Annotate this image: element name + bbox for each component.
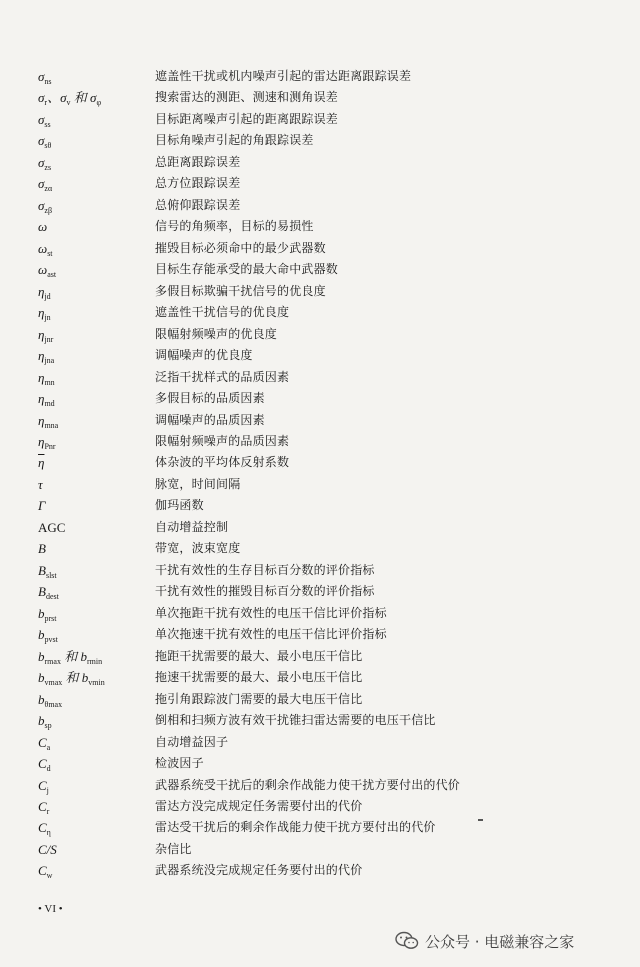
glossary-row	[38, 560, 598, 581]
description: 单次拖速干扰有效性的电压干信比评价指标	[155, 627, 387, 642]
description: 调幅噪声的优良度	[155, 348, 253, 363]
glossary-row	[38, 775, 598, 796]
symbol: $\sigma_r$、$\sigma_v$ 和 $\sigma_\varphi$	[38, 90, 102, 108]
description: 拖距干扰需要的最大、最小电压干信比	[155, 648, 363, 663]
glossary-row	[38, 367, 598, 388]
glossary-row	[38, 281, 598, 302]
description: 伽玛函数	[155, 498, 204, 513]
glossary-row	[38, 517, 598, 538]
symbol: $C_a$	[38, 734, 51, 752]
wechat-icon	[395, 931, 419, 951]
description: 雷达方没完成规定任务需要付出的代价	[155, 798, 363, 813]
glossary-row	[38, 302, 598, 323]
symbol: $B_{dest}$	[38, 584, 59, 602]
symbol: C/S	[38, 841, 57, 857]
description: 雷达受干扰后的剩余作战能力使干扰方要付出的代价	[155, 820, 436, 835]
symbol: $\sigma_{zs}$	[38, 154, 52, 172]
glossary-row	[38, 109, 598, 130]
description: 泛指干扰样式的品质因素	[155, 369, 290, 384]
glossary-row	[38, 388, 598, 409]
glossary-row	[38, 817, 598, 838]
description: 杂信比	[155, 841, 192, 856]
description: 遮盖性干扰信号的优良度	[155, 305, 290, 320]
description: 限幅射频噪声的优良度	[155, 326, 278, 341]
symbol: $\sigma_{s\theta}$	[38, 133, 52, 151]
symbol: $\eta_{md}$	[38, 391, 55, 409]
stray-mark	[478, 819, 483, 821]
symbol: $\eta_{jna}$	[38, 348, 55, 366]
description: 总俯仰跟踪误差	[155, 197, 241, 212]
glossary-row	[38, 624, 598, 645]
description: 体杂波的平均体反射系数	[155, 455, 290, 470]
glossary-row	[38, 753, 598, 774]
symbol: Γ	[38, 498, 46, 514]
description: 信号的角频率，目标的易损性	[155, 219, 314, 234]
description: 干扰有效性的摧毁目标百分数的评价指标	[155, 584, 375, 599]
description: 目标角噪声引起的角跟踪误差	[155, 133, 314, 148]
description: 带宽，波束宽度	[155, 541, 241, 556]
glossary-row	[38, 216, 598, 237]
description: 总距离跟踪误差	[155, 154, 241, 169]
description: 目标距离噪声引起的距离跟踪误差	[155, 111, 339, 126]
description: 武器系统受干扰后的剩余作战能力使干扰方要付出的代价	[155, 777, 461, 792]
symbol: $C_\eta$	[38, 820, 51, 838]
glossary-row	[38, 860, 598, 881]
glossary-row	[38, 538, 598, 559]
description: 多假目标欺骗干扰信号的优良度	[155, 283, 326, 298]
glossary-row	[38, 667, 598, 688]
glossary-row	[38, 581, 598, 602]
symbol: $\eta_{jd}$	[38, 283, 51, 301]
symbol: $b_{\theta max}$	[38, 691, 63, 709]
description: 搜索雷达的测距、测速和测角误差	[155, 90, 339, 105]
symbol: $\eta_{Pnr}$	[38, 433, 56, 451]
glossary-row	[38, 732, 598, 753]
symbol: $\sigma_{z\beta}$	[38, 197, 53, 215]
symbol: $\sigma_{ss}$	[38, 111, 51, 129]
glossary-row	[38, 324, 598, 345]
description: 摧毁目标必须命中的最少武器数	[155, 240, 326, 255]
watermark	[395, 928, 574, 954]
glossary-row	[38, 710, 598, 731]
symbol: $\eta_{jn}$	[38, 305, 51, 323]
glossary-row	[38, 474, 598, 495]
page-number: • VI •	[38, 903, 63, 915]
glossary-row	[38, 689, 598, 710]
symbol: $\omega_{st}$	[38, 240, 53, 258]
symbol: $\eta_{jnr}$	[38, 326, 54, 344]
glossary-row	[38, 796, 598, 817]
description: 检波因子	[155, 756, 204, 771]
glossary-row	[38, 410, 598, 431]
glossary-row	[38, 839, 598, 860]
watermark-text: 公众号 · 电磁兼容之家	[425, 932, 575, 951]
description: 调幅噪声的品质因素	[155, 412, 265, 427]
symbol: AGC	[38, 519, 66, 535]
glossary-row	[38, 646, 598, 667]
description: 多假目标的品质因素	[155, 391, 265, 406]
glossary-row	[38, 152, 598, 173]
symbol: $b_{pvst}$	[38, 627, 58, 645]
description: 遮盖性干扰或机内噪声引起的雷达距离跟踪误差	[155, 69, 412, 83]
symbol: $b_{prst}$	[38, 605, 57, 623]
glossary-row	[38, 87, 598, 108]
glossary-row	[38, 130, 598, 151]
symbol: B	[38, 541, 46, 557]
description: 拖引角跟踪波门需要的最大电压干信比	[155, 691, 363, 706]
glossary-row	[38, 173, 598, 194]
symbol: $C_j$	[38, 777, 49, 795]
symbol: $\sigma_{z\alpha}$	[38, 176, 53, 194]
symbol: $C_r$	[38, 798, 50, 816]
symbol: $\overline{\eta}$	[38, 455, 45, 471]
glossary-row	[38, 259, 598, 280]
glossary-row	[38, 603, 598, 624]
description: 限幅射频噪声的品质因素	[155, 433, 290, 448]
symbol: $\eta_{mn}$	[38, 369, 55, 387]
symbol: $\omega_{ast}$	[38, 262, 57, 280]
symbol: $b_{vmax}$ 和 $b_{vmin}$	[38, 670, 105, 688]
glossary-row	[38, 452, 598, 473]
symbol: ω	[38, 219, 48, 235]
symbol: $b_{rmax}$ 和 $b_{rmin}$	[38, 648, 103, 666]
description: 自动增益因子	[155, 734, 229, 749]
symbol: $C_w$	[38, 863, 53, 881]
symbol: $\eta_{mna}$	[38, 412, 59, 430]
description: 拖速干扰需要的最大、最小电压干信比	[155, 670, 363, 685]
description: 自动增益控制	[155, 519, 229, 534]
symbol: $C_d$	[38, 756, 51, 774]
glossary-row	[38, 431, 598, 452]
symbol: $\sigma_{ns}$	[38, 69, 52, 86]
description: 单次拖距干扰有效性的电压干信比评价指标	[155, 605, 387, 620]
symbol: τ	[38, 476, 43, 492]
glossary-row	[38, 66, 598, 87]
description: 倒相和扫频方波有效干扰锥扫雷达需要的电压干信比	[155, 713, 436, 728]
description: 干扰有效性的生存目标百分数的评价指标	[155, 562, 375, 577]
description: 武器系统没完成规定任务要付出的代价	[155, 863, 363, 878]
description: 目标生存能承受的最大命中武器数	[155, 262, 339, 277]
glossary-row	[38, 495, 598, 516]
glossary-row	[38, 195, 598, 216]
description: 总方位跟踪误差	[155, 176, 241, 191]
description: 脉宽，时间间隔	[155, 476, 241, 491]
glossary-row	[38, 345, 598, 366]
glossary-row	[38, 238, 598, 259]
symbol: $B_{slst}$	[38, 562, 57, 580]
symbol: $b_{sp}$	[38, 713, 52, 731]
